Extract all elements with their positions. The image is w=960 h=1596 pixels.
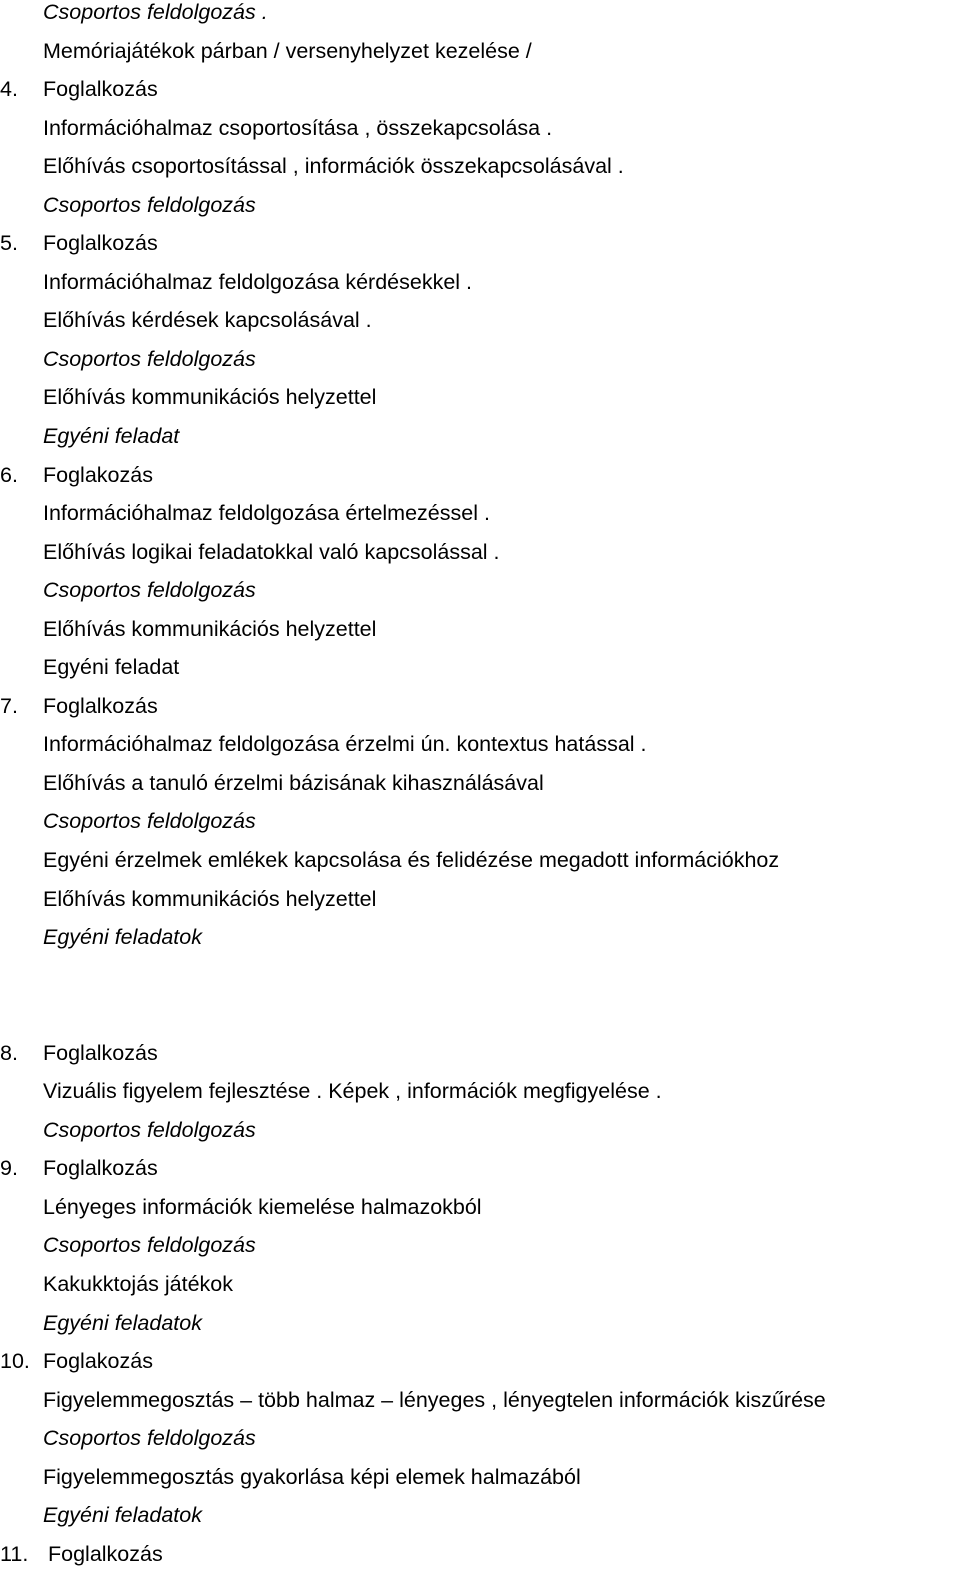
text-line bbox=[0, 841, 960, 880]
line-text: Csoportos feldolgozás . bbox=[43, 0, 268, 24]
list-number: 11. bbox=[0, 1541, 29, 1566]
text-line bbox=[0, 610, 960, 649]
session-heading-line bbox=[0, 70, 960, 109]
line-text: Csoportos feldolgozás bbox=[43, 578, 256, 603]
text-line bbox=[0, 0, 960, 32]
session-title: Foglalkozás bbox=[43, 1156, 158, 1181]
line-text: Csoportos feldolgozás bbox=[43, 1233, 256, 1258]
session-title: Foglalkozás bbox=[43, 77, 158, 102]
line-text: Egyéni érzelmek emlékek kapcsolása és felidézése megadott információkhoz bbox=[43, 848, 780, 873]
line-text: Memóriajátékok párban / versenyhelyzet kezelése / bbox=[43, 38, 532, 63]
line-text: Lényeges információk kiemelése halmazokból bbox=[43, 1194, 482, 1219]
text-line bbox=[0, 918, 960, 957]
session-title: Foglalkozás bbox=[48, 1541, 163, 1566]
line-text: Csoportos feldolgozás bbox=[43, 1426, 256, 1451]
text-line bbox=[0, 533, 960, 572]
session-heading-line bbox=[0, 1149, 960, 1188]
line-text: Információhalmaz csoportosítása , összekapcsolása . bbox=[43, 115, 553, 140]
line-text: Egyéni feladat bbox=[43, 655, 180, 680]
line-text: Előhívás kommunikációs helyzettel bbox=[43, 616, 377, 641]
text-line bbox=[0, 571, 960, 610]
line-text: Csoportos feldolgozás bbox=[43, 809, 256, 834]
session-heading-line bbox=[0, 1342, 960, 1381]
line-text: Csoportos feldolgozás bbox=[43, 346, 256, 371]
text-line bbox=[0, 880, 960, 919]
text-line bbox=[0, 417, 960, 456]
text-line bbox=[0, 263, 960, 302]
list-number: 7. bbox=[0, 693, 18, 718]
line-text: Vizuális figyelem fejlesztése . Képek , információk megfigyelése . bbox=[43, 1079, 662, 1104]
line-text: Egyéni feladatok bbox=[43, 1503, 202, 1528]
line-text: Egyéni feladat bbox=[43, 424, 180, 449]
list-number: 6. bbox=[0, 462, 18, 487]
session-title: Foglalkozás bbox=[43, 231, 158, 256]
list-number: 9. bbox=[0, 1156, 18, 1181]
text-line bbox=[0, 648, 960, 687]
line-text: Előhívás kérdések kapcsolásával . bbox=[43, 308, 372, 333]
session-heading-line bbox=[0, 1535, 960, 1574]
line-text: Egyéni feladatok bbox=[43, 925, 202, 950]
text-line bbox=[0, 147, 960, 186]
session-title: Foglakozás bbox=[43, 1349, 153, 1374]
line-text: Információhalmaz feldolgozása érzelmi ún. kontextus hatással . bbox=[43, 732, 647, 757]
text-line bbox=[0, 1072, 960, 1111]
text-line bbox=[0, 109, 960, 148]
text-line bbox=[0, 378, 960, 417]
text-line bbox=[0, 1304, 960, 1343]
session-heading-line bbox=[0, 456, 960, 495]
session-heading-line bbox=[0, 1034, 960, 1073]
text-line bbox=[0, 1458, 960, 1497]
text-line bbox=[0, 1188, 960, 1227]
line-text: Csoportos feldolgozás bbox=[43, 1117, 256, 1142]
text-line bbox=[0, 301, 960, 340]
line-text: Csoportos feldolgozás bbox=[43, 192, 256, 217]
line-text: Előhívás kommunikációs helyzettel bbox=[43, 886, 377, 911]
list-number: 8. bbox=[0, 1040, 18, 1065]
line-text: Információhalmaz feldolgozása értelmezéssel . bbox=[43, 501, 490, 526]
line-text: Kakukktojás játékok bbox=[43, 1271, 234, 1296]
line-text: Figyelemmegosztás – több halmaz – lényeges , lényegtelen információk kiszűrése bbox=[43, 1387, 826, 1412]
session-heading-line bbox=[0, 224, 960, 263]
text-line bbox=[0, 32, 960, 71]
session-title: Foglalkozás bbox=[43, 693, 158, 718]
text-line bbox=[0, 1496, 960, 1535]
text-line bbox=[0, 1381, 960, 1420]
text-line bbox=[0, 1419, 960, 1458]
text-line bbox=[0, 186, 960, 225]
list-number: 4. bbox=[0, 77, 18, 102]
text-line bbox=[0, 1265, 960, 1304]
text-line bbox=[0, 764, 960, 803]
text-line bbox=[0, 494, 960, 533]
text-line bbox=[0, 340, 960, 379]
line-text: Előhívás kommunikációs helyzettel bbox=[43, 385, 377, 410]
line-text: Egyéni feladatok bbox=[43, 1310, 202, 1335]
line-text: Előhívás logikai feladatokkal való kapcsolással . bbox=[43, 539, 500, 564]
line-text: Információhalmaz feldolgozása kérdésekkel . bbox=[43, 269, 473, 294]
text-line bbox=[0, 802, 960, 841]
line-text: Előhívás a tanuló érzelmi bázisának kihasználásával bbox=[43, 770, 544, 795]
session-title: Foglalkozás bbox=[43, 1040, 158, 1065]
section-gap bbox=[0, 957, 960, 1034]
list-number: 10. bbox=[0, 1349, 30, 1374]
text-line bbox=[0, 1226, 960, 1265]
list-number: 5. bbox=[0, 231, 18, 256]
session-heading-line bbox=[0, 687, 960, 726]
text-line bbox=[0, 1111, 960, 1150]
line-text: Előhívás csoportosítással , információk összekapcsolásával . bbox=[43, 154, 624, 179]
session-title: Foglakozás bbox=[43, 462, 153, 487]
text-line bbox=[0, 725, 960, 764]
line-text: Figyelemmegosztás gyakorlása képi elemek halmazából bbox=[43, 1464, 581, 1489]
